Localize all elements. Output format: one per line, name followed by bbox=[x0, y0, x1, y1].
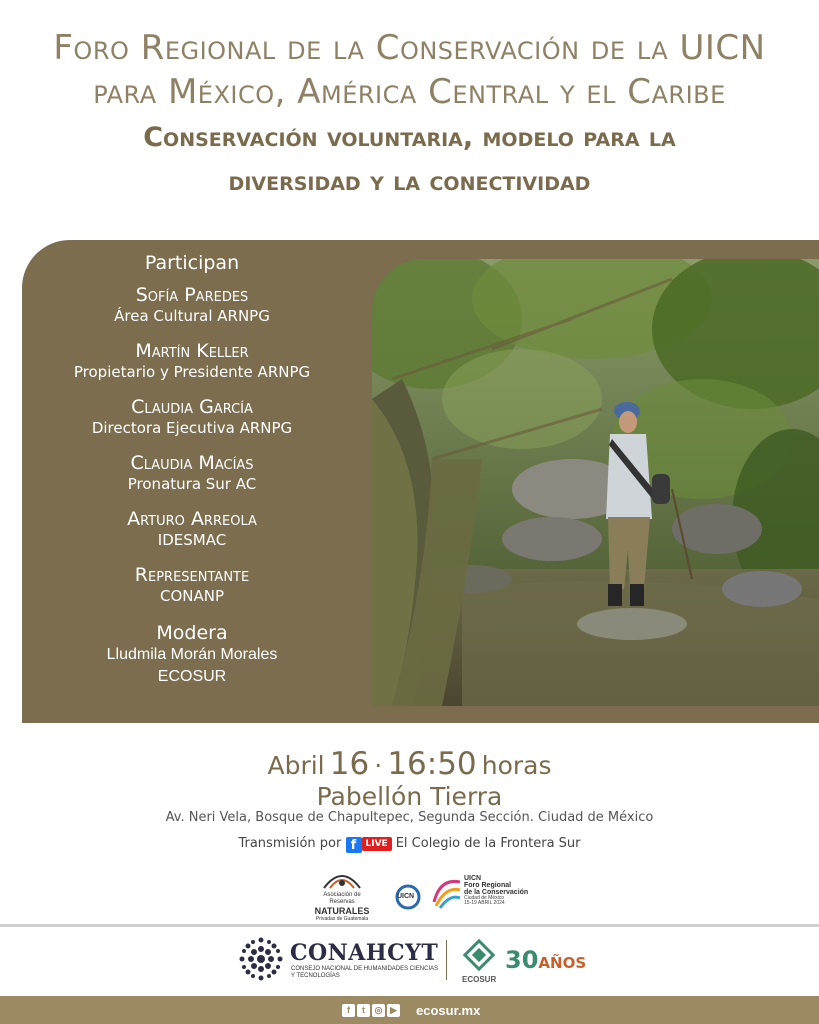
twitter-icon[interactable]: t bbox=[357, 1004, 370, 1017]
ecosur-emblem-icon bbox=[460, 936, 498, 974]
foro-line5: 15-19 ABRIL 2024 bbox=[464, 900, 505, 906]
foro-line1: UICN bbox=[464, 875, 482, 882]
foro-line2: Foro Regional bbox=[464, 882, 512, 889]
event-title-line1: Foro Regional de la Conservación de la UICN bbox=[53, 28, 766, 68]
event-title-line2: para México, América Central y el Caribe bbox=[93, 72, 726, 112]
anniversary-badge bbox=[505, 946, 586, 974]
divider bbox=[0, 924, 819, 927]
event-address: Av. Neri Vela, Bosque de Chapultepec, Segunda Sección. Ciudad de México bbox=[165, 810, 654, 825]
event-venue: Pabellón Tierra bbox=[316, 782, 503, 811]
participant-name: Claudia Macías bbox=[130, 452, 254, 474]
youtube-icon[interactable]: ▶ bbox=[387, 1004, 400, 1017]
event-month: Abril bbox=[267, 751, 325, 780]
participant bbox=[22, 340, 362, 382]
transmission-channel[interactable]: El Colegio de la Frontera Sur bbox=[395, 836, 581, 851]
arnpg-line2: NATURALES bbox=[314, 906, 370, 916]
instagram-icon[interactable]: ◎ bbox=[372, 1004, 385, 1017]
arnpg-logo bbox=[312, 866, 372, 922]
participant bbox=[22, 284, 362, 326]
partner-logos bbox=[0, 866, 819, 922]
event-subtitle-line2: diversidad y la conectividad bbox=[228, 166, 591, 197]
participant-role: CONANP bbox=[159, 587, 225, 605]
facebook-icon: f bbox=[346, 837, 362, 853]
anniversary-number: 30 bbox=[505, 946, 539, 974]
foro-regional-dates bbox=[464, 896, 505, 906]
foro-regional-text bbox=[464, 875, 528, 896]
event-day: 16 bbox=[329, 746, 370, 782]
participant-name: Representante bbox=[134, 564, 250, 586]
website-link[interactable]: ecosur.mx bbox=[416, 1003, 481, 1018]
foro-line3: de la Conservación bbox=[464, 889, 529, 896]
uicn-label: UICN bbox=[397, 893, 415, 900]
event-date-time bbox=[0, 746, 819, 782]
moderator-role: ECOSUR bbox=[157, 668, 227, 685]
event-subtitle bbox=[0, 116, 819, 204]
event-time: 16:50 bbox=[387, 746, 477, 782]
forest-stream-photo bbox=[372, 259, 819, 706]
participant-role: Propietario y Presidente ARNPG bbox=[73, 363, 311, 381]
participants-label: Participan bbox=[144, 252, 240, 274]
participant-role: IDESMAC bbox=[157, 531, 227, 549]
arnpg-emblem-icon bbox=[322, 868, 362, 892]
arnpg-line1: Asociación de Reservas bbox=[323, 892, 361, 905]
transmission-label: Transmisión por bbox=[238, 836, 342, 851]
footer-bar bbox=[0, 996, 819, 1024]
participant-name: Martín Keller bbox=[135, 340, 249, 362]
participants-list bbox=[22, 252, 362, 686]
participant bbox=[22, 564, 362, 606]
event-separator: · bbox=[374, 751, 383, 780]
anniversary-word: AÑOS bbox=[538, 954, 587, 972]
conahcyt-name: CONAHCYT bbox=[290, 940, 439, 966]
sponsor-divider bbox=[446, 940, 447, 980]
arnpg-line3: Privadas de Guatemala bbox=[315, 916, 369, 922]
participant-name: Claudia García bbox=[131, 396, 253, 418]
event-time-unit: horas bbox=[481, 751, 552, 780]
participant bbox=[22, 508, 362, 550]
ecosur-label: ECOSUR bbox=[462, 975, 497, 984]
participant-name: Arturo Arreola bbox=[127, 508, 257, 530]
transmission-info bbox=[0, 836, 819, 853]
conahcyt-subtitle: CONSEJO NACIONAL DE HUMANIDADES CIENCIAS Y TECNOLOGÍAS bbox=[291, 966, 439, 979]
event-subtitle-line1: Conservación voluntaria, modelo para la bbox=[143, 122, 676, 153]
participant-name: Sofía Paredes bbox=[135, 284, 249, 306]
live-badge: LIVE bbox=[362, 837, 392, 851]
social-links bbox=[342, 1004, 402, 1018]
moderator-name: Lludmila Morán Morales bbox=[106, 646, 278, 663]
participant-role: Pronatura Sur AC bbox=[127, 475, 257, 493]
conahcyt-emblem-icon bbox=[238, 936, 284, 982]
moderator-label: Modera bbox=[156, 622, 228, 644]
participant-role: Directora Ejecutiva ARNPG bbox=[91, 419, 293, 437]
foro-line4: Ciudad de México bbox=[464, 895, 505, 901]
participant bbox=[22, 452, 362, 494]
facebook-icon[interactable]: f bbox=[342, 1004, 355, 1017]
photo-illustration bbox=[372, 259, 819, 706]
participant-role: Área Cultural ARNPG bbox=[114, 307, 270, 325]
event-title bbox=[0, 26, 819, 114]
participant bbox=[22, 396, 362, 438]
moderator-block bbox=[22, 620, 362, 686]
